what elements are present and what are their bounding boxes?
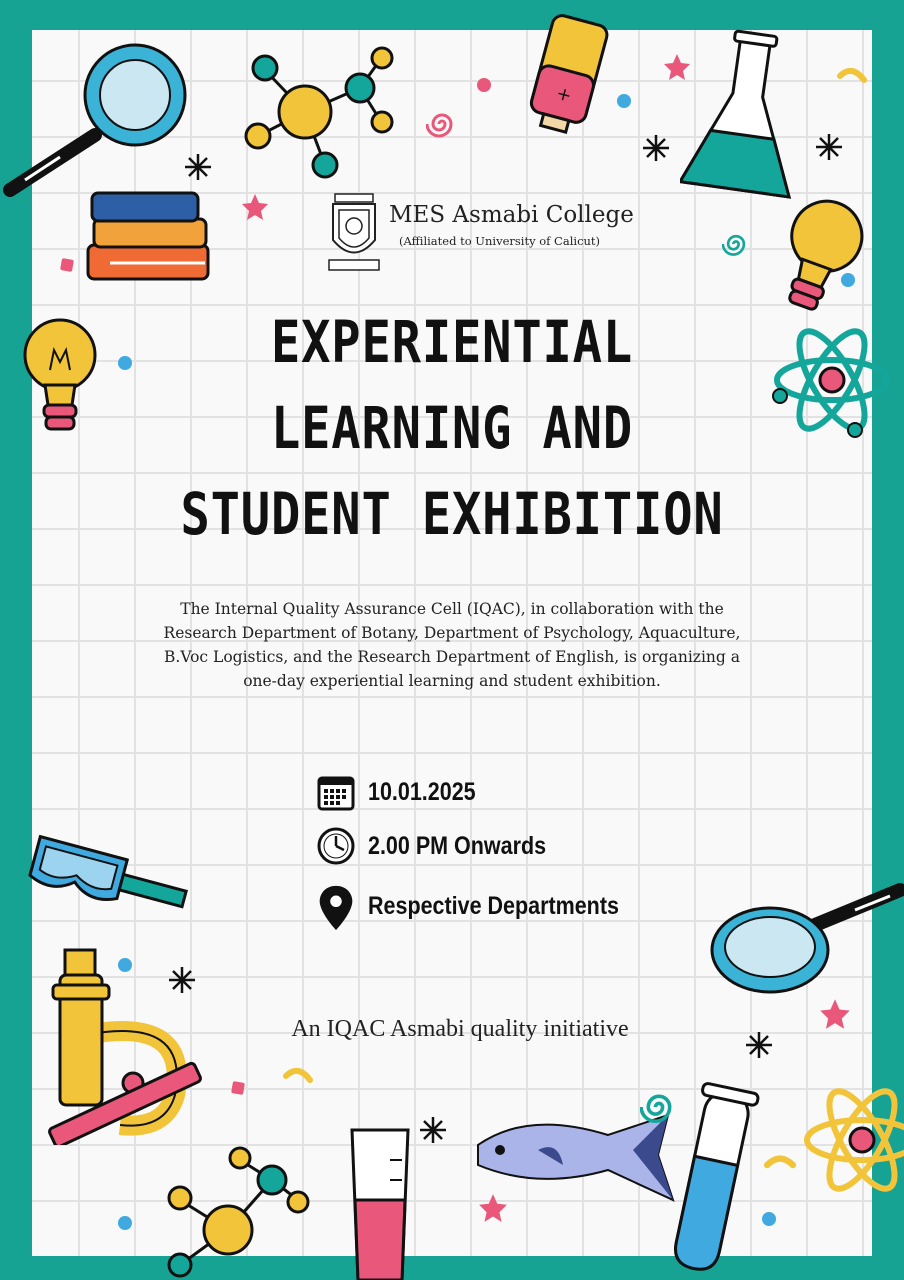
- dot-icon: [117, 355, 133, 371]
- clock-icon: [316, 826, 356, 866]
- college-header: [325, 190, 645, 280]
- event-date: 10.01.2025: [368, 778, 476, 806]
- battery-icon: [510, 8, 620, 138]
- arc-icon: [836, 66, 868, 94]
- calendar-icon: [316, 772, 356, 812]
- event-title-line-3: STUDENT EXHIBITION: [180, 480, 724, 548]
- star-icon: [662, 52, 692, 82]
- light-bulb-icon: [770, 190, 870, 320]
- description-line: Research Department of Botany, Department of Psychology, Aquaculture,: [163, 624, 741, 642]
- square-icon: [231, 1081, 245, 1095]
- dot-icon: [476, 77, 492, 93]
- books-icon: [80, 185, 220, 295]
- magnifying-glass-icon: [705, 875, 904, 1000]
- college-emblem-icon: [325, 190, 383, 278]
- asterisk-icon: [167, 965, 197, 995]
- dot-icon: [117, 1215, 133, 1231]
- swirl-icon: [722, 230, 750, 258]
- college-affiliation: (Affiliated to University of Calicut): [399, 234, 601, 248]
- svg-text:+: +: [553, 82, 574, 108]
- star-icon: [240, 192, 270, 222]
- molecule-icon: [230, 40, 410, 190]
- molecule-icon: [160, 1140, 310, 1280]
- swirl-icon: [426, 108, 458, 140]
- dot-icon: [117, 957, 133, 973]
- college-name: MES Asmabi College: [389, 202, 634, 228]
- tagline: An IQAC Asmabi quality initiative: [291, 1016, 629, 1042]
- event-venue: Respective Departments: [368, 892, 619, 920]
- event-time: 2.00 PM Onwards: [368, 832, 547, 860]
- asterisk-icon: [744, 1030, 774, 1060]
- safety-goggles-icon: [20, 835, 190, 935]
- star-icon: [477, 1192, 509, 1224]
- beaker-icon: [340, 1120, 420, 1280]
- arc-icon: [760, 1150, 800, 1180]
- arc-icon: [282, 1066, 314, 1094]
- asterisk-icon: [641, 133, 671, 163]
- square-icon: [60, 258, 74, 272]
- description-line: The Internal Quality Assurance Cell (IQAC), in collaboration with the: [180, 600, 724, 618]
- asterisk-icon: [183, 152, 213, 182]
- event-title-line-2: LEARNING AND: [270, 394, 634, 462]
- description-line: B.Voc Logistics, and the Research Department of English, is organizing a: [164, 648, 740, 666]
- swirl-icon: [640, 1088, 678, 1126]
- dot-icon: [761, 1211, 777, 1227]
- event-description: [120, 597, 784, 693]
- star-icon: [818, 997, 852, 1031]
- dot-icon: [840, 272, 856, 288]
- dot-icon: [616, 93, 632, 109]
- description-line: one-day experiential learning and student exhibition.: [243, 672, 661, 690]
- location-pin-icon: [316, 884, 356, 932]
- atom-icon: [800, 1075, 904, 1205]
- asterisk-icon: [814, 132, 844, 162]
- asterisk-icon: [418, 1115, 448, 1145]
- flask-icon: [680, 25, 810, 205]
- event-title-line-1: EXPERIENTIAL: [270, 308, 634, 376]
